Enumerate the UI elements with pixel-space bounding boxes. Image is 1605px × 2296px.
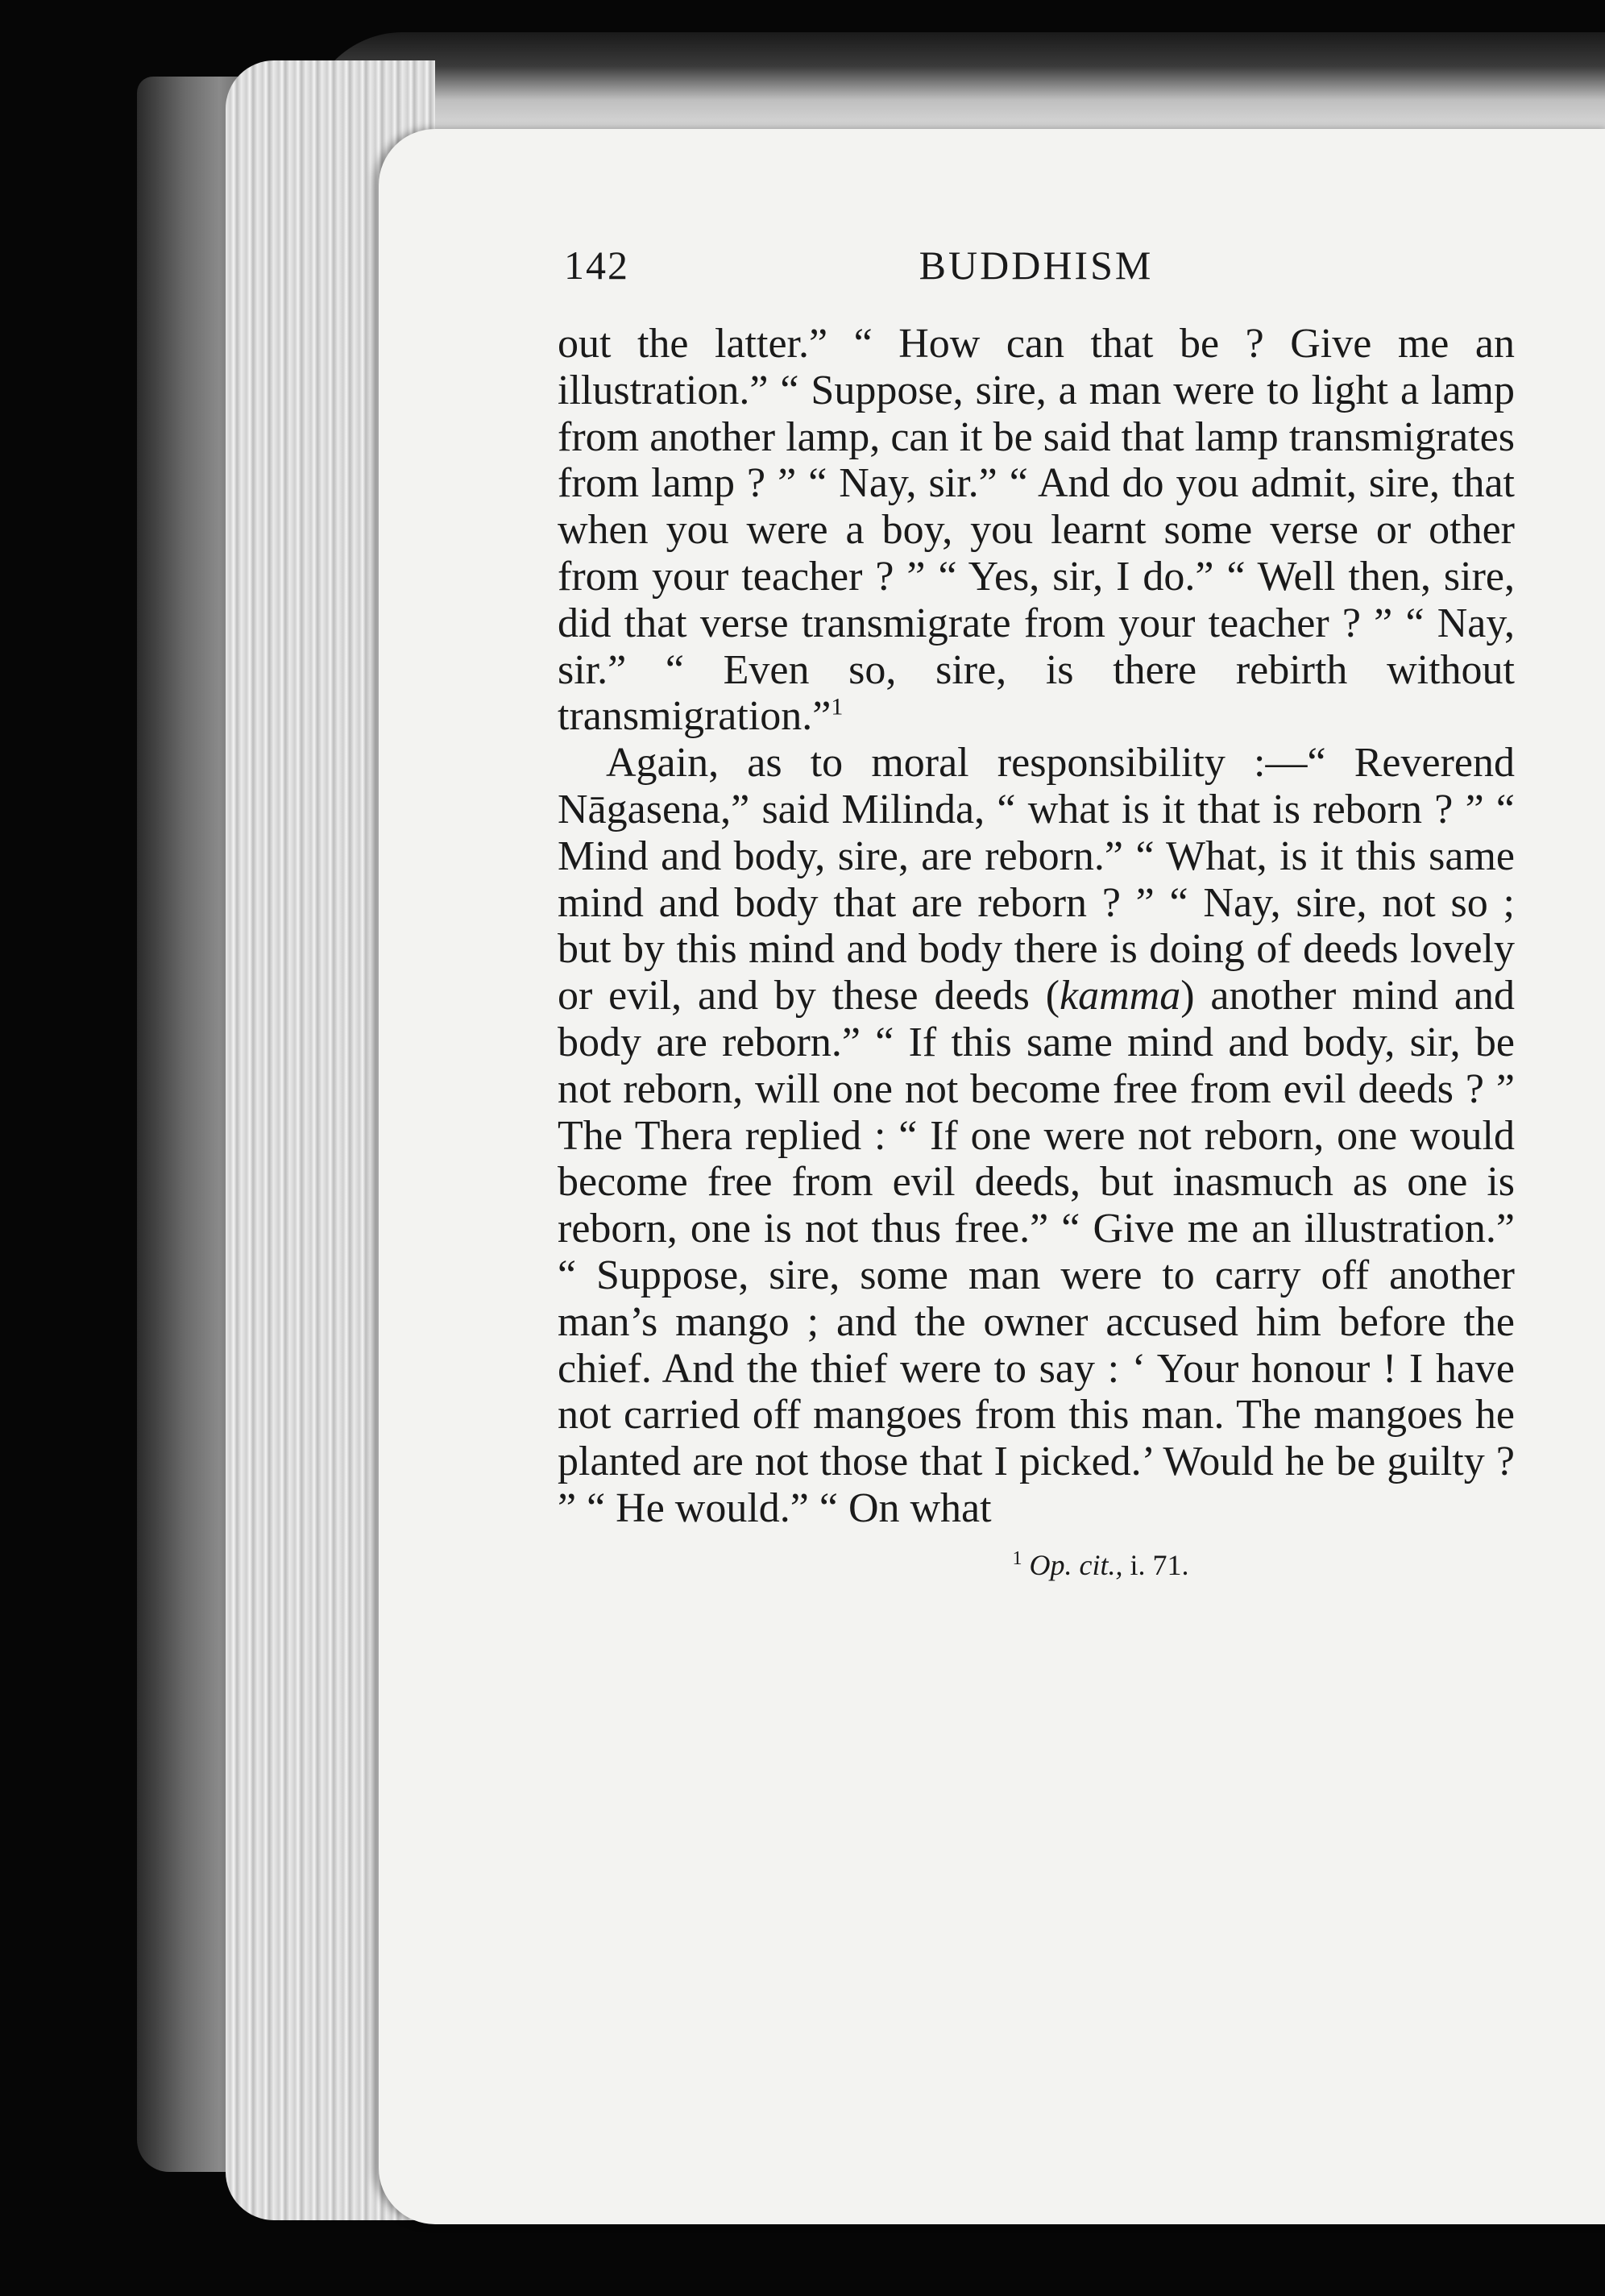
page-top-edge: [306, 32, 1605, 145]
paragraph-2: [558, 740, 1515, 1532]
running-head: [558, 242, 1515, 298]
page-number: 142: [564, 243, 629, 288]
footnote-location: i. 71.: [1130, 1548, 1189, 1581]
footnote-reference: 1: [831, 694, 844, 721]
paragraph-2-italic-term: kamma: [1060, 973, 1181, 1019]
footnote-citation: Op. cit.,: [1029, 1548, 1123, 1581]
running-title: BUDDHISM: [919, 243, 1154, 288]
body-text: [558, 321, 1515, 1532]
paragraph-1: [558, 321, 1515, 740]
paragraph-2-text-b: ) another mind and body are reborn.” “ If this same mind and body, sir, be not reborn, will one not become free from evil deeds ? ” The Thera replied : “ If one were not reborn, one would become free from evil deeds, but inasmuch as one is reborn, one is not thus free.” “ Give me an illustration.” “ Suppose, sire, some man were to carry off another man’s mango ; and the owner accused him before the chief. And the thief were to say : ‘ Your honour ! I have not carried off mangoes from this man. The mangoes he planted are not those that I picked.’ Would he be guilty ? ” “ He would.” “ On what: [558, 973, 1516, 1531]
footnote: [558, 1548, 1515, 1582]
paragraph-2-text-a: Again, as to moral responsibility :—“ Reverend Nāgasena,” said Milinda, “ what is it that is reborn ? ” “ Mind and body, sire, are reborn.” “ What, is it this same mind and body that are reborn ? ” “ Nay, sire, not so ; but by this mind and body there is doing of deeds lovely or evil, and by these deeds (: [558, 740, 1515, 1019]
paragraph-1-text: out the latter.” “ How can that be ? Give me an illustration.” “ Suppose, sire, a man were to light a lamp from another lamp, can it be said that lamp transmigrates from lamp ? ” “ Nay, sir.” “ And do you admit, sire, that when you were a boy, you learnt some verse or other from your teacher ? ” “ Yes, sir, I do.” “ Well then, sire, did that verse transmigrate from your teacher ? ” “ Nay, sir.” “ Even so, sire, is there rebirth without transmigration.”: [558, 321, 1515, 740]
footnote-number: 1: [1012, 1547, 1022, 1569]
page-content: [558, 242, 1515, 1582]
